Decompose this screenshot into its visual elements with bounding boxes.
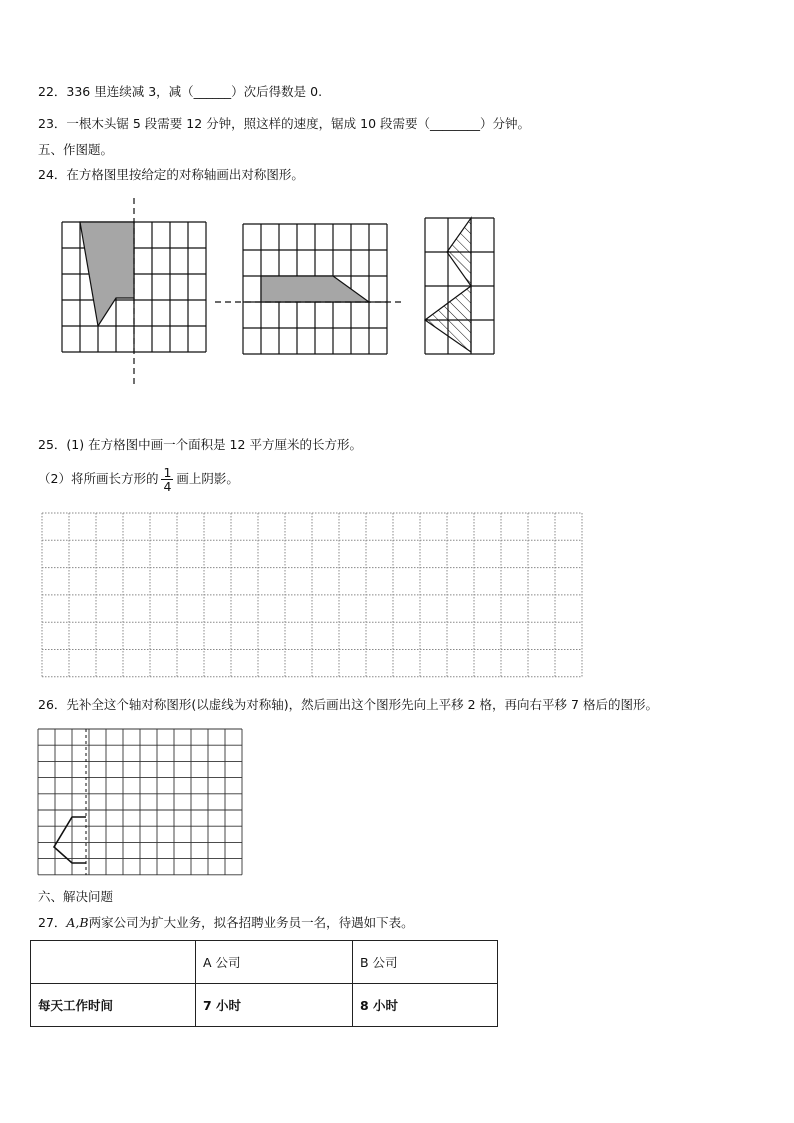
salary-table [30, 940, 498, 1027]
question-22: 22．336 里连续减 3，减（______）次后得数是 0. [38, 84, 323, 99]
section-5-heading: 五、作图题。 [38, 142, 114, 157]
fraction-denominator: 4 [163, 479, 172, 494]
fraction-one-quarter [161, 466, 173, 493]
question-26: 26．先补全这个轴对称图形(以虚线为对称轴)，然后画出这个图形先向上平移 2 格，再向右平移 7 格后的图形。 [38, 697, 658, 712]
q25-2-prefix: （2）将所画长方形的 [38, 471, 159, 486]
q27-number: 27． [38, 915, 67, 930]
fraction-numerator: 1 [163, 465, 172, 480]
table-header-cell: A 公司 [196, 941, 353, 984]
q27-text: 两家公司为扩大业务，拟各招聘业务员一名，待遇如下表。 [88, 915, 414, 930]
symmetry-figure-2 [215, 222, 415, 372]
table-cell: 每天工作时间 [31, 984, 196, 1027]
q27-companies: A,B [66, 915, 89, 930]
symmetry-figure-3 [425, 218, 525, 358]
question-25-2 [38, 464, 239, 494]
table-cell: 7 小时 [196, 984, 353, 1027]
grid-q26 [38, 729, 248, 879]
table-header-row [31, 941, 498, 984]
shaded-shape-2 [261, 276, 369, 302]
dotted-grid-q25 [42, 513, 587, 678]
question-25-1: 25．(1) 在方格图中画一个面积是 12 平方厘米的长方形。 [38, 437, 362, 452]
question-23: 23．一根木头锯 5 段需要 12 分钟，照这样的速度，锯成 10 段需要（________）分钟。 [38, 116, 531, 131]
question-27 [38, 915, 414, 931]
symmetry-figure-1 [60, 198, 220, 388]
table-header-cell [31, 941, 196, 984]
hatched-triangle-top [447, 218, 471, 286]
table-header-cell: B 公司 [353, 941, 498, 984]
table-row [31, 984, 498, 1027]
q25-2-suffix: 画上阴影。 [176, 471, 239, 486]
partial-shape-q26 [54, 817, 86, 863]
table-cell: 8 小时 [353, 984, 498, 1027]
section-6-heading: 六、解决问题 [38, 889, 114, 904]
question-24: 24．在方格图里按给定的对称轴画出对称图形。 [38, 167, 304, 182]
